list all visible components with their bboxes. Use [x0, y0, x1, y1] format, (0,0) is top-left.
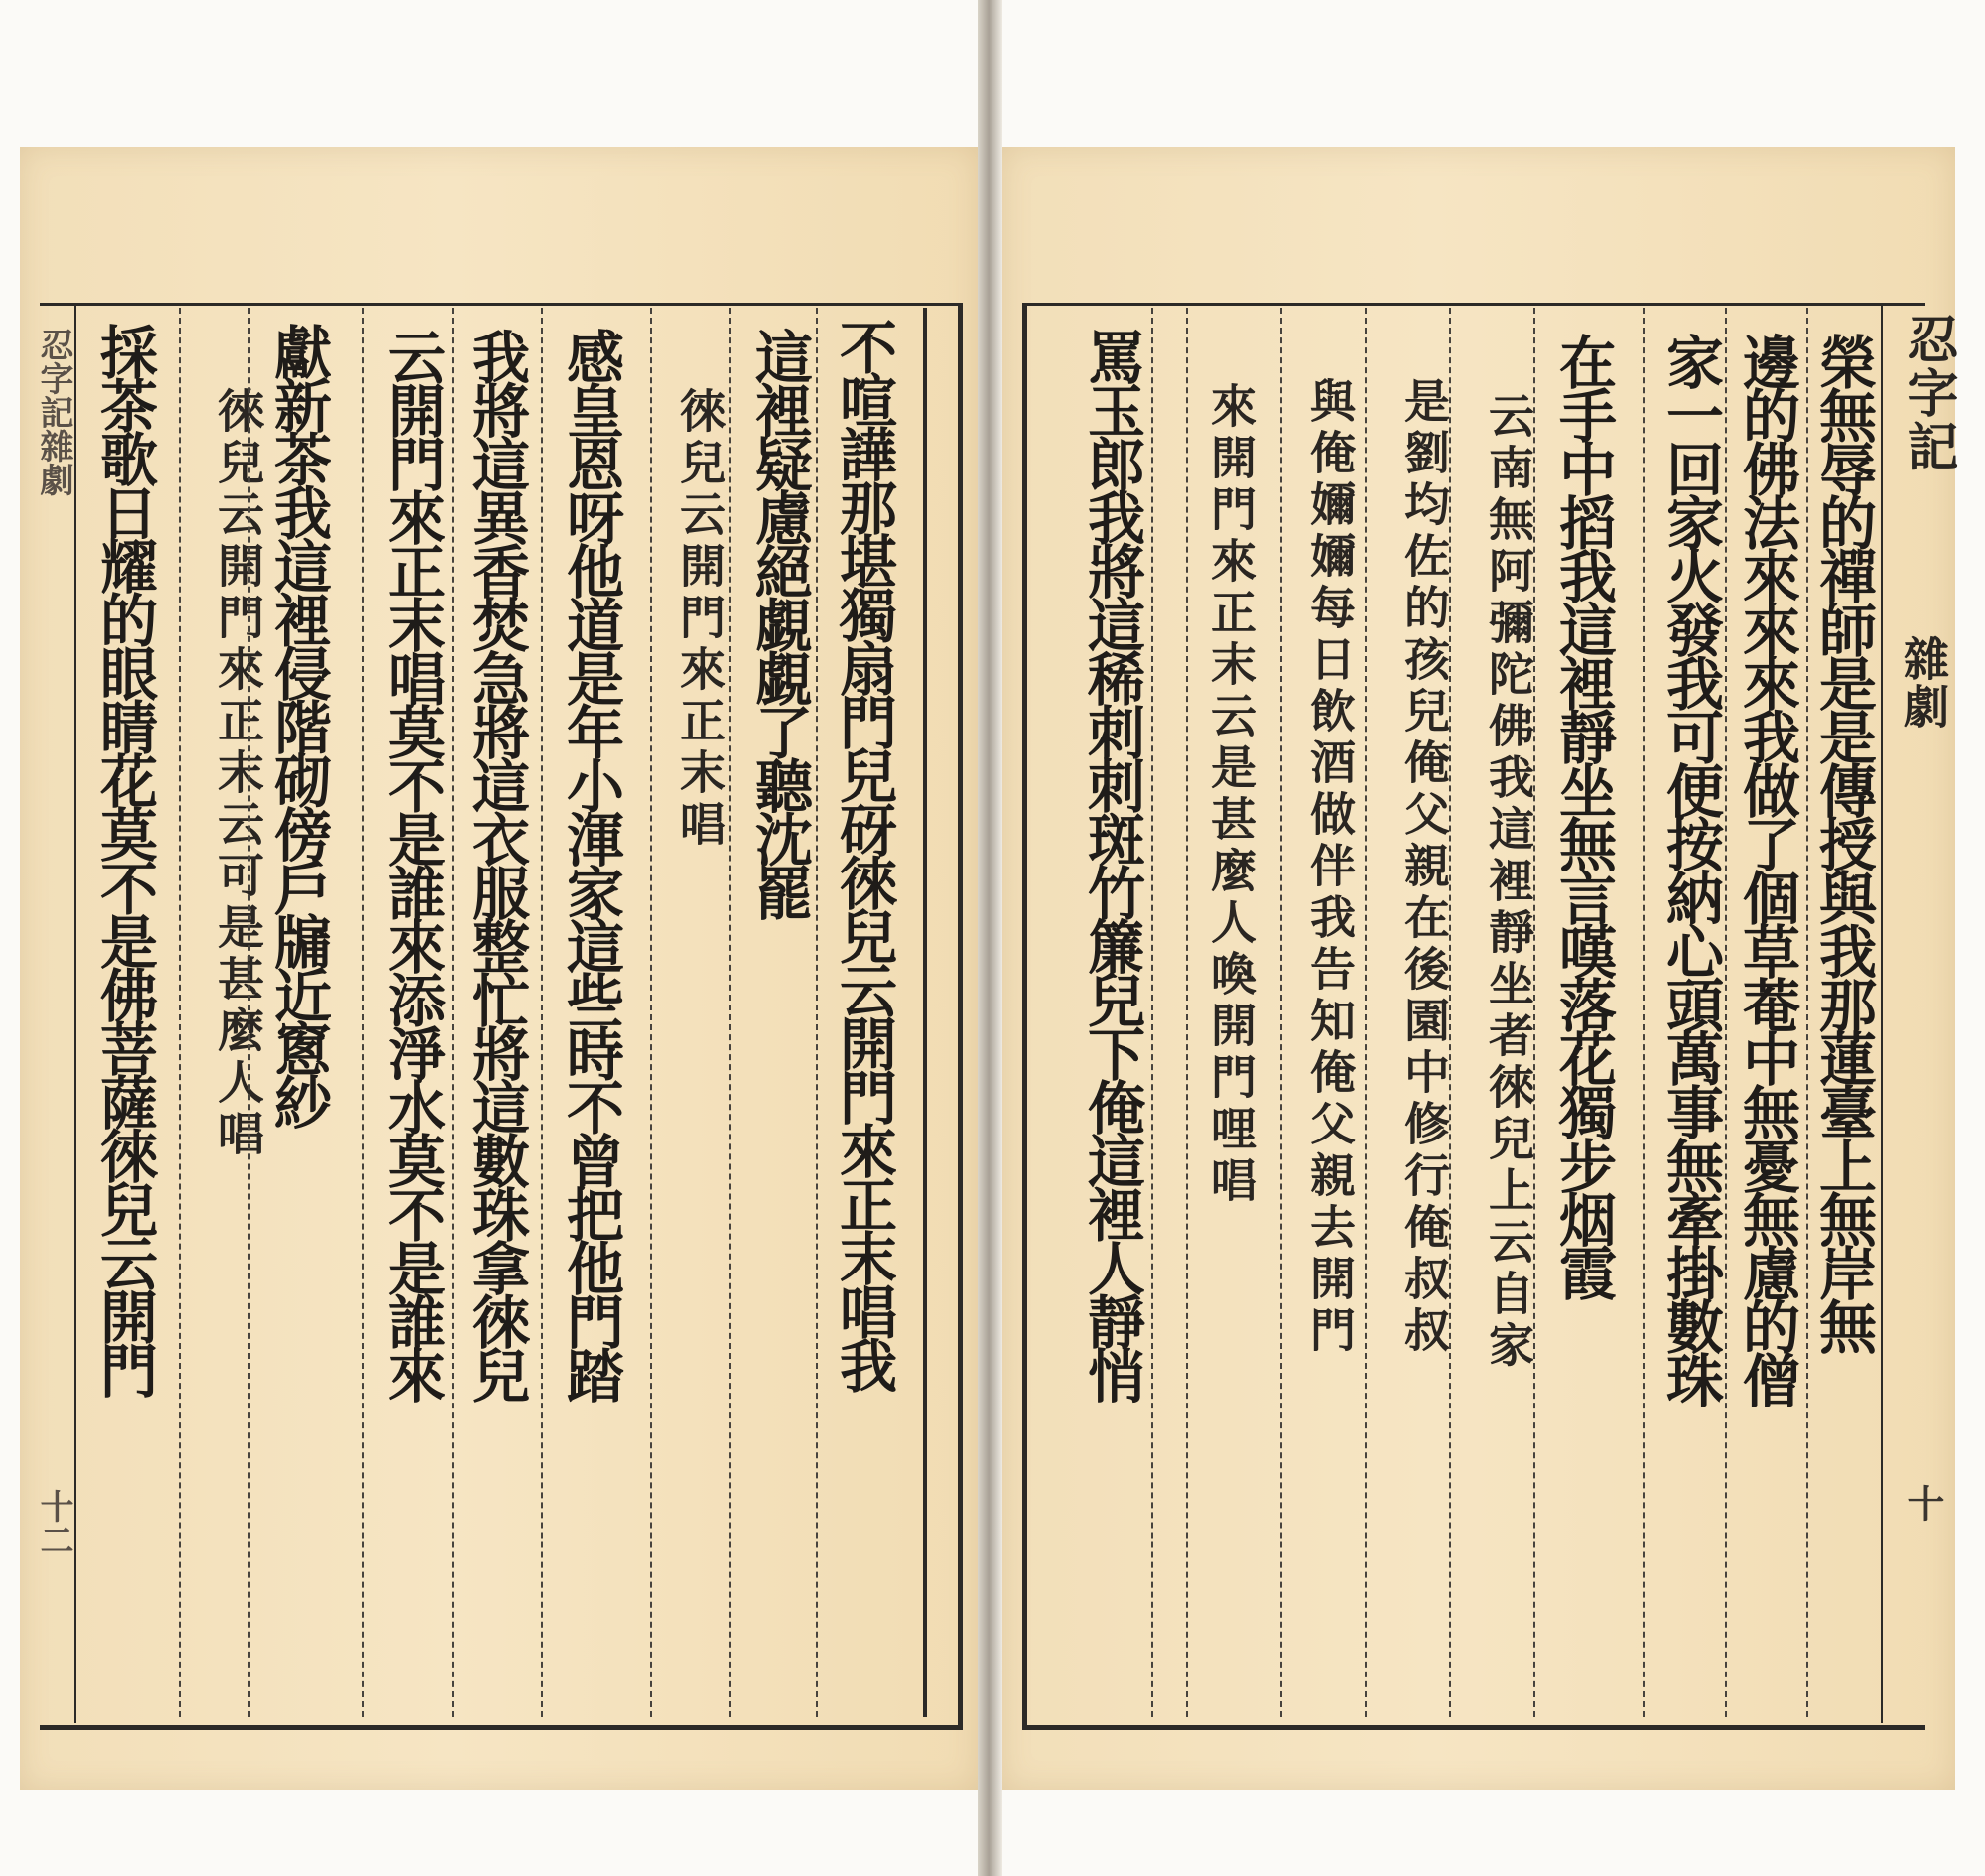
right-column-5: 云南無阿彌陀佛我這裡靜坐者徠兒上云自家: [1482, 392, 1535, 1373]
left-rule: [729, 308, 731, 1717]
right-rule: [1643, 308, 1645, 1717]
left-rule: [541, 308, 543, 1717]
left-rule: [923, 308, 927, 1717]
right-column-2: 邊的佛法來來來我做了個草菴中無憂無慮的僧: [1733, 333, 1800, 1405]
left-rule: [362, 308, 364, 1717]
left-column-2: 這裡疑慮絕覷覷了聽沈罷: [745, 328, 813, 917]
left-column-4: 感皇恩呀他道是年小渾家這些時不曾把他門踏: [557, 328, 624, 1400]
right-column-3: 家一回家火發我可便按納心頭萬事無牽掛數珠: [1656, 333, 1724, 1405]
left-column-9: 採茶歌日耀的眼睛花莫不是佛菩薩徠兒云開門: [90, 323, 158, 1395]
left-rule: [179, 308, 181, 1717]
right-rule: [1280, 308, 1282, 1717]
right-rule: [1449, 308, 1451, 1717]
right-page-title: [1891, 313, 1965, 473]
right-rule: [1151, 308, 1153, 1717]
right-column-1: 榮無辱的禪師是是傳授與我那蓮臺上無岸無: [1809, 333, 1877, 1351]
left-column-1: 不喧譁那堪獨扇門兒砑徠兒云開門來正末唱我: [830, 318, 897, 1390]
left-rule: [650, 308, 652, 1717]
left-column-7: 獻新茶我這裡侵階砌傍戶牖近窻紗: [264, 323, 331, 1127]
left-column-5: 我將這異香焚急將這衣服整忙將這數珠拿徠兒: [463, 328, 530, 1400]
right-column-4: 在手中搯我這裡靜坐無言嘆落花獨步烟霞: [1549, 333, 1617, 1297]
right-title-divider: [1881, 304, 1883, 1723]
left-rule: [816, 308, 818, 1717]
right-column-9: 罵玉郎我將這稀刺刺斑竹簾兒下俺這裡人靜悄: [1078, 328, 1145, 1400]
right-rule: [1186, 308, 1188, 1717]
left-margin-title: 忍字記雜劇: [34, 328, 73, 496]
right-column-8: 來開門來正末云是甚麼人喚開門哩唱: [1204, 382, 1257, 1208]
book-gutter: [978, 0, 1002, 1876]
right-column-6: 是劉均佐的孩兒俺父親在後園中修行俺叔叔: [1397, 377, 1451, 1358]
right-rule: [1365, 308, 1367, 1717]
title-main: 忍字記: [1898, 313, 1958, 473]
left-margin-leaf: 十二: [34, 1489, 73, 1556]
right-page-subtitle: [1891, 635, 1956, 731]
title-genre: 雜劇: [1897, 635, 1950, 731]
left-rule: [452, 308, 454, 1717]
right-rule: [1533, 308, 1535, 1717]
right-rule: [1725, 308, 1727, 1717]
left-column-6: 云開門來正末唱莫不是誰來添淨水莫不是誰來: [378, 328, 446, 1400]
left-column-8: 徠兒云開門來正末云可是甚麼人唱: [211, 387, 265, 1161]
left-column-3: 徠兒云開門來正末唱: [673, 387, 727, 852]
right-page-leaf-number: 十: [1901, 1484, 1945, 1522]
left-rule: [248, 308, 250, 1717]
right-column-7: 與俺嬭嬭每日飲酒做伴我告知俺父親去開門: [1303, 377, 1357, 1358]
right-rule: [1806, 308, 1808, 1717]
